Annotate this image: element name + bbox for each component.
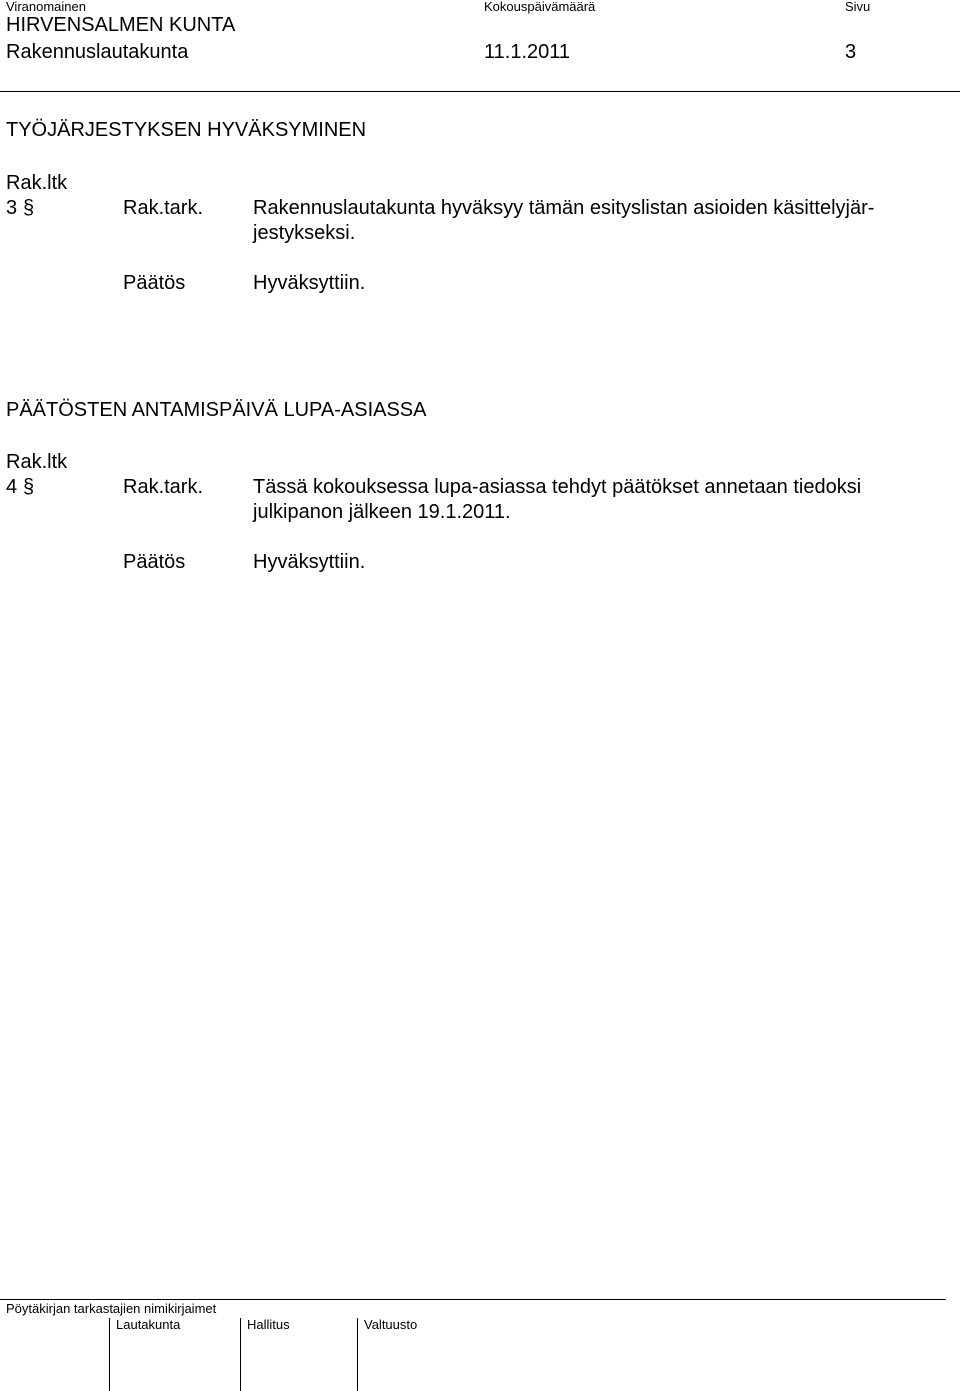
section-ref-label: Rak.ltk bbox=[6, 451, 68, 473]
page-number: 3 bbox=[845, 41, 857, 63]
header-label-meeting-date: Kokouspäivämäärä bbox=[484, 0, 596, 14]
header-label-authority: Viranomainen bbox=[6, 0, 86, 14]
header-label-page: Sivu bbox=[845, 0, 871, 14]
footer-divider bbox=[0, 1299, 946, 1300]
section-symbol: § bbox=[23, 476, 35, 498]
footer-column-divider bbox=[357, 1318, 358, 1391]
section-text-line1: Rakennuslautakunta hyväksyy tämän esityslistan asioiden käsittelyjär- bbox=[253, 197, 875, 219]
footer-initials-label: Pöytäkirjan tarkastajien nimikirjaimet bbox=[6, 1301, 217, 1316]
section-proposer: Rak.tark. bbox=[123, 197, 204, 219]
decision-label: Päätös bbox=[123, 272, 186, 294]
section-proposer: Rak.tark. bbox=[123, 476, 204, 498]
footer-col-lautakunta: Lautakunta bbox=[116, 1317, 181, 1332]
decision-label: Päätös bbox=[123, 551, 186, 573]
header-divider bbox=[0, 91, 960, 92]
section-number: 3 bbox=[6, 197, 18, 219]
organization-name: HIRVENSALMEN KUNTA bbox=[6, 14, 236, 36]
footer-col-hallitus: Hallitus bbox=[247, 1317, 290, 1332]
decision-text: Hyväksyttiin. bbox=[253, 551, 366, 573]
section-symbol: § bbox=[23, 197, 35, 219]
meeting-date: 11.1.2011 bbox=[484, 41, 571, 63]
footer-col-valtuusto: Valtuusto bbox=[364, 1317, 418, 1332]
decision-text: Hyväksyttiin. bbox=[253, 272, 366, 294]
footer-column-divider bbox=[109, 1318, 110, 1391]
section-text-line1: Tässä kokouksessa lupa-asiassa tehdyt päätökset annetaan tiedoksi bbox=[253, 476, 862, 498]
section-number: 4 bbox=[6, 476, 18, 498]
section-title: TYÖJÄRJESTYKSEN HYVÄKSYMINEN bbox=[6, 119, 367, 141]
section-title: PÄÄTÖSTEN ANTAMISPÄIVÄ LUPA-ASIASSA bbox=[6, 399, 427, 421]
section-text-line2: jestykseksi. bbox=[253, 222, 356, 244]
footer-column-divider bbox=[240, 1318, 241, 1391]
section-text-line2: julkipanon jälkeen 19.1.2011. bbox=[253, 501, 511, 523]
board-name: Rakennuslautakunta bbox=[6, 41, 189, 63]
section-ref-label: Rak.ltk bbox=[6, 172, 68, 194]
